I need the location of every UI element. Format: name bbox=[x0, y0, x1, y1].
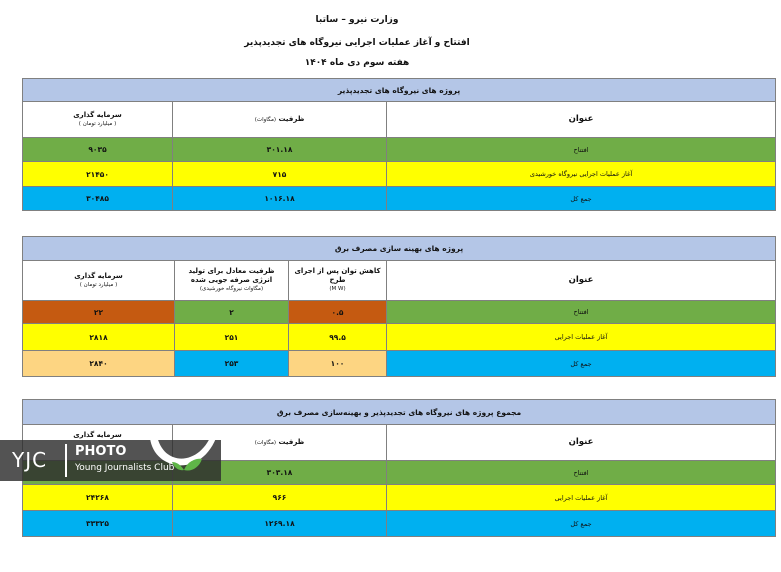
column-header-label: ظرفیت معادل برای تولید انرژی صرفه جویی شده bbox=[188, 267, 275, 284]
row-title-cell: آغاز عملیات اجرایی bbox=[387, 485, 776, 511]
investment-cell: ۹۰۳۵ bbox=[23, 138, 173, 162]
row-title-cell: افتتاح bbox=[387, 301, 776, 324]
row-title-cell: افتتاح bbox=[387, 461, 776, 485]
investment-cell: ۲۴۲۶۸ bbox=[23, 485, 173, 511]
equivalent-capacity-cell: ۲۵۱ bbox=[175, 324, 289, 351]
table-row bbox=[23, 511, 776, 537]
capacity-cell: ۳۰۳.۱۸ bbox=[173, 461, 387, 485]
section-header-row bbox=[23, 400, 776, 425]
section-title: مجموع پروژه های نیروگاه های تجدیدپذیر و بهینه‌سازی مصرف برق bbox=[23, 400, 776, 425]
column-header-title: عنوان bbox=[387, 425, 776, 461]
capacity-cell: ۳۰۱.۱۸ bbox=[173, 138, 387, 162]
row-title-cell: جمع کل bbox=[387, 351, 776, 377]
power-reduction-cell: ۱۰۰ bbox=[289, 351, 387, 377]
power-reduction-cell: ۰.۵ bbox=[289, 301, 387, 324]
section-header-row bbox=[23, 237, 776, 261]
watermark-brand: YJC bbox=[12, 448, 48, 472]
row-title-cell: جمع کل bbox=[387, 511, 776, 537]
column-header-title: عنوان bbox=[387, 261, 776, 301]
table-row bbox=[23, 301, 776, 324]
table-row bbox=[23, 138, 776, 162]
column-header-unit: (مگاوات نیروگاه خورشیدی) bbox=[199, 286, 264, 292]
renewable-projects-table bbox=[22, 78, 776, 211]
column-header-unit: (مگاوات) bbox=[254, 439, 277, 446]
ministry-title: وزارت نیرو – ساتبا bbox=[315, 15, 399, 25]
capacity-cell: ۹۶۶ bbox=[173, 485, 387, 511]
investment-cell: ۲۲ bbox=[23, 301, 175, 324]
column-header-investment bbox=[23, 261, 175, 301]
report-title: افتتاح و آغاز عملیات اجرایی نیروگاه های تجدیدپذیر bbox=[244, 38, 470, 48]
column-header-label: سرمایه گذاری bbox=[73, 110, 122, 119]
row-title-cell: جمع کل bbox=[387, 187, 776, 211]
power-reduction-cell: ۹۹.۵ bbox=[289, 324, 387, 351]
column-header-label: سرمایه گذاری bbox=[73, 431, 122, 439]
column-header-unit: ( میلیارد تومان ) bbox=[78, 120, 117, 127]
row-title-cell: آغاز عملیات اجرایی نیروگاه خورشیدی bbox=[387, 162, 776, 187]
report-week: هفته سوم دی ماه ۱۴۰۴ bbox=[304, 58, 410, 68]
yjc-logo-icon bbox=[146, 426, 222, 482]
row-title-cell: آغاز عملیات اجرایی bbox=[387, 324, 776, 351]
investment-cell: ۳۰۴۸۵ bbox=[23, 187, 173, 211]
investment-cell: ۳۳۳۲۵ bbox=[23, 511, 173, 537]
column-header-row bbox=[23, 261, 776, 301]
equivalent-capacity-cell: ۲۵۳ bbox=[175, 351, 289, 377]
column-header-unit: (M W) bbox=[329, 286, 346, 292]
table-row bbox=[23, 485, 776, 511]
section-title: پروژه های نیروگاه های تجدیدپذیر bbox=[23, 79, 776, 102]
column-header-unit: (مگاوات) bbox=[254, 116, 277, 123]
equivalent-capacity-cell: ۲ bbox=[175, 301, 289, 324]
capacity-cell: ۱۰۱۶.۱۸ bbox=[173, 187, 387, 211]
column-header-investment bbox=[23, 102, 173, 138]
section-header-row bbox=[23, 79, 776, 102]
column-header-label: کاهش توان پس از اجرای طرح bbox=[294, 267, 381, 284]
table-row bbox=[23, 162, 776, 187]
watermark-name: Young Journalists Club bbox=[75, 463, 175, 473]
section-title: پروژه های بهینه سازی مصرف برق bbox=[23, 237, 776, 261]
column-header-unit: ( میلیارد تومان ) bbox=[79, 281, 118, 288]
column-header-row bbox=[23, 102, 776, 138]
consumption-optimization-table bbox=[22, 236, 776, 377]
column-header-capacity bbox=[173, 102, 387, 138]
row-title-cell: افتتاح bbox=[387, 138, 776, 162]
watermark-separator bbox=[65, 444, 67, 477]
column-header-equivalent-capacity bbox=[175, 261, 289, 301]
capacity-cell: ۱۲۶۹.۱۸ bbox=[173, 511, 387, 537]
column-header-label: ظرفیت bbox=[278, 114, 305, 123]
column-header-label: ظرفیت bbox=[278, 437, 305, 446]
capacity-cell: ۷۱۵ bbox=[173, 162, 387, 187]
table-row bbox=[23, 351, 776, 377]
watermark-label: PHOTO bbox=[75, 444, 127, 459]
investment-cell: ۲۸۱۸ bbox=[23, 324, 175, 351]
table-row bbox=[23, 324, 776, 351]
table-row bbox=[23, 187, 776, 211]
column-header-label: سرمایه گذاری bbox=[74, 271, 123, 280]
investment-cell: ۲۱۴۵۰ bbox=[23, 162, 173, 187]
column-header-power-reduction bbox=[289, 261, 387, 301]
column-header-title: عنوان bbox=[387, 102, 776, 138]
investment-cell: ۲۸۴۰ bbox=[23, 351, 175, 377]
